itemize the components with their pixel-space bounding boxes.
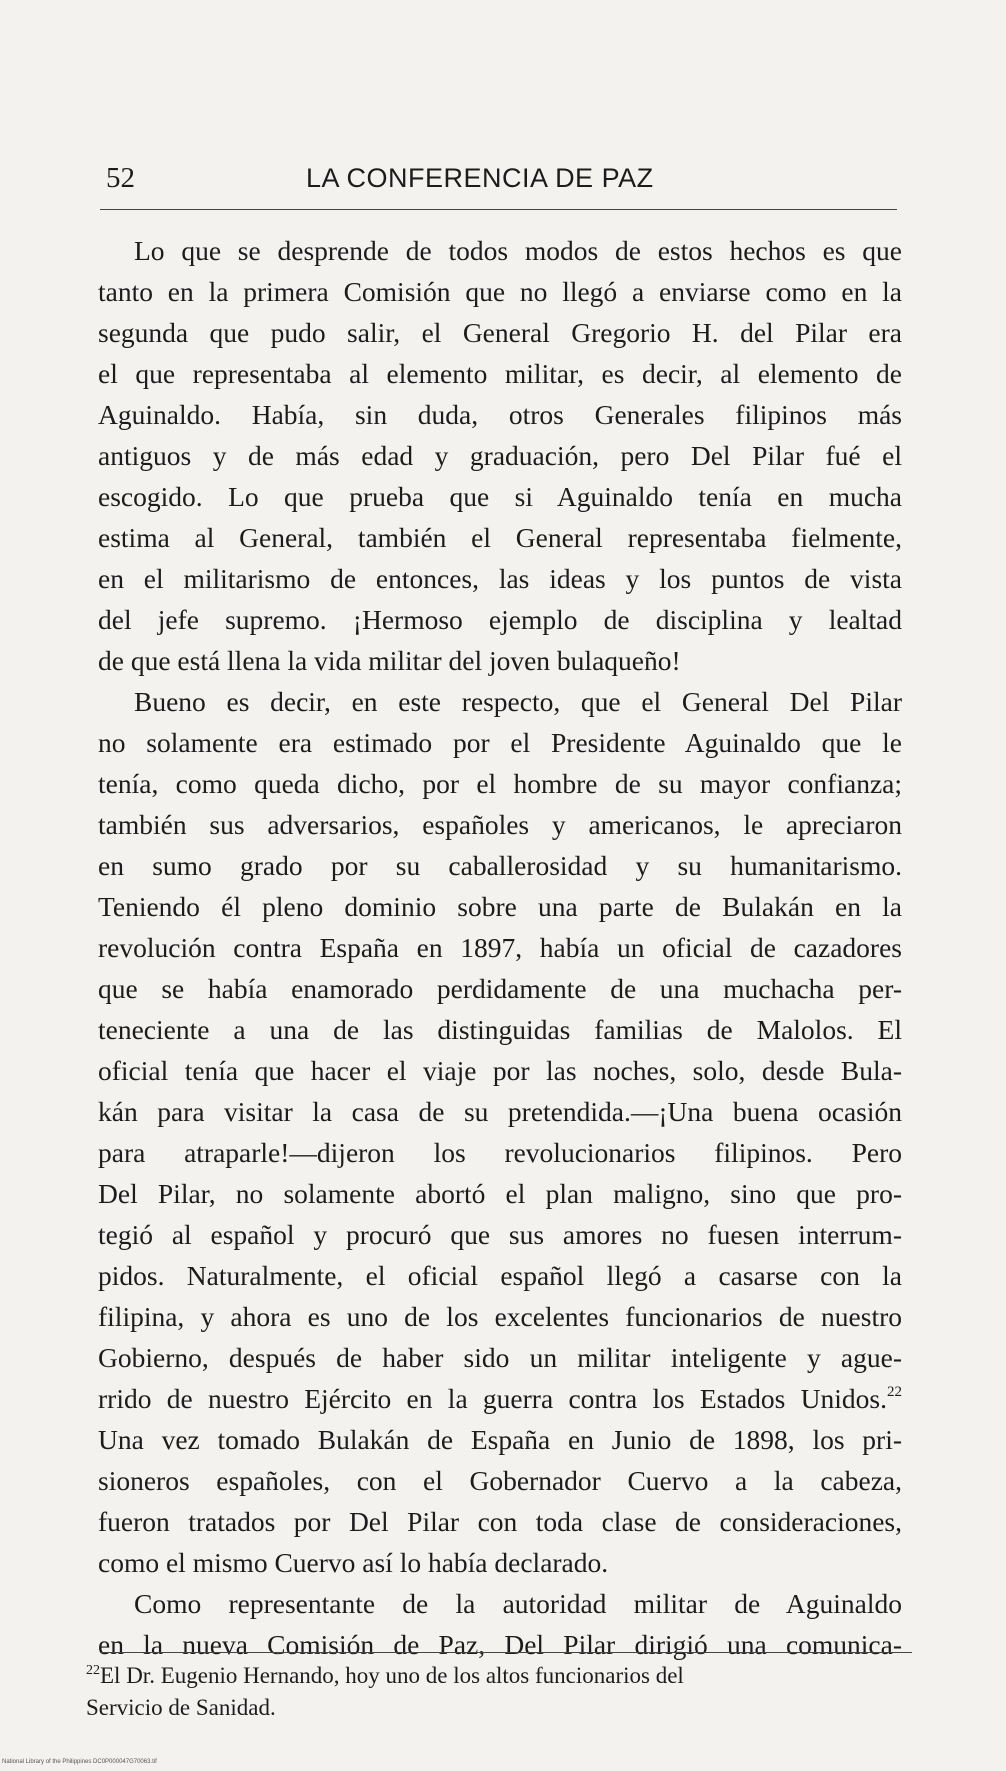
running-head — [100, 158, 900, 198]
text-line: pidos. Naturalmente, el oficial español llegó a casarse con la — [98, 1260, 902, 1291]
header-rule — [100, 209, 897, 210]
text-line: sioneros españoles, con el Gobernador Cuervo a la cabeza, — [98, 1465, 902, 1496]
text-line: fueron tratados por Del Pilar con toda clase de consideraciones, — [98, 1506, 902, 1537]
text-line: Gobierno, después de haber sido un militar inteligente y ague- — [98, 1342, 902, 1373]
page-title: LA CONFERENCIA DE PAZ — [306, 163, 654, 193]
text-line-content: rrido de nuestro Ejército en la guerra contra los Estados Unidos. — [98, 1383, 887, 1414]
text-line: en la nueva Comisión de Paz, Del Pilar dirigió una comunica- — [98, 1629, 902, 1660]
text-line: antiguos y de más edad y graduación, pero Del Pilar fué el — [98, 440, 902, 471]
text-line: del jefe supremo. ¡Hermoso ejemplo de disciplina y lealtad — [98, 604, 902, 635]
footnote-text: El Dr. Eugenio Hernando, hoy uno de los altos funcionarios del — [100, 1663, 684, 1688]
text-line: revolución contra España en 1897, había un oficial de cazadores — [98, 932, 902, 963]
text-line: kán para visitar la casa de su pretendida.—¡Una buena ocasión — [98, 1096, 902, 1127]
text-line: el que representaba al elemento militar, es decir, al elemento de — [98, 358, 902, 389]
text-line: de que está llena la vida militar del joven bulaqueño! — [98, 645, 681, 676]
text-line: Lo que se desprende de todos modos de estos hechos es que — [134, 235, 902, 266]
text-line: Teniendo él pleno dominio sobre una parte de Bulakán en la — [98, 891, 902, 922]
text-line: Del Pilar, no solamente abortó el plan maligno, sino que pro- — [98, 1178, 902, 1209]
text-line: teneciente a una de las distinguidas familias de Malolos. El — [98, 1014, 902, 1045]
text-line: escogido. Lo que prueba que si Aguinaldo tenía en mucha — [98, 481, 902, 512]
text-line: estima al General, también el General representaba fielmente, — [98, 522, 902, 553]
footnote-reference: 22 — [887, 1384, 902, 1400]
text-line: Una vez tomado Bulakán de España en Junio de 1898, los pri- — [98, 1424, 902, 1455]
text-line: también sus adversarios, españoles y americanos, le apreciaron — [98, 809, 902, 840]
page-number: 52 — [106, 162, 135, 194]
text-line: Como representante de la autoridad militar de Aguinaldo — [134, 1588, 902, 1619]
text-line: segunda que pudo salir, el General Gregorio H. del Pilar era — [98, 317, 902, 348]
text-line-with-footnote — [98, 1378, 902, 1419]
body-text — [98, 230, 902, 1665]
footnote-line: Servicio de Sanidad. — [86, 1695, 276, 1720]
footnote-marker: 22 — [86, 1663, 100, 1678]
text-line: oficial tenía que hacer el viaje por las noches, solo, desde Bula- — [98, 1055, 902, 1086]
text-line: Aguinaldo. Había, sin duda, otros Generales filipinos más — [98, 399, 902, 430]
text-line: en el militarismo de entonces, las ideas y los puntos de vista — [98, 563, 902, 594]
text-line: tanto en la primera Comisión que no llegó a enviarse como en la — [98, 276, 902, 307]
text-line: para atraparle!—dijeron los revolucionarios filipinos. Pero — [98, 1137, 902, 1168]
text-line: que se había enamorado perdidamente de una muchacha per- — [98, 973, 902, 1004]
text-line: Bueno es decir, en este respecto, que el General Del Pilar — [134, 686, 902, 717]
text-line: en sumo grado por su caballerosidad y su humanitarismo. — [98, 850, 902, 881]
footnote-line — [86, 1660, 918, 1692]
footnote — [86, 1660, 918, 1724]
text-line: filipina, y ahora es uno de los excelentes funcionarios de nuestro — [98, 1301, 902, 1332]
text-line: no solamente era estimado por el Presidente Aguinaldo que le — [98, 727, 902, 758]
text-line: tegió al español y procuró que sus amores no fuesen interrum- — [98, 1219, 902, 1250]
footnote-rule — [100, 1652, 912, 1653]
text-line: tenía, como queda dicho, por el hombre de su mayor confianza; — [98, 768, 902, 799]
library-stamp: National Library of the Philippines DC0P000047G70063.tif — [2, 1759, 157, 1765]
text-line: como el mismo Cuervo así lo había declarado. — [98, 1547, 609, 1578]
